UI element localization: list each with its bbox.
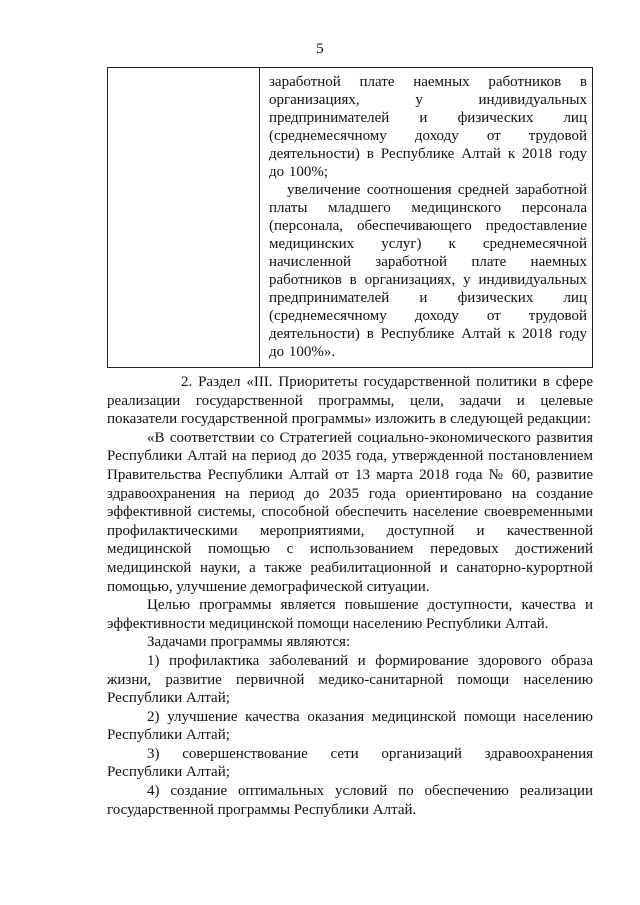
task-item: 2) улучшение качества оказания медицинской помощи населению Республики Алтай; bbox=[107, 708, 593, 744]
table-cell-paragraph: увеличение соотношения средней заработной платы младшего медицинского персонала (персонала, обеспечивающего предоставление медицинских услуг) к среднемесячной начисленной заработной плате наемных работников в организациях, у индивидуальных предпринимателей и физических лиц (среднемесячному доходу от трудовой деятельности) в Республике Алтай к 2018 году до 100%». bbox=[269, 182, 587, 360]
task-item: 3) совершенствование сети организаций здравоохранения Республики Алтай; bbox=[107, 745, 593, 781]
table-cell-left bbox=[108, 68, 260, 368]
table-cell-right bbox=[260, 68, 593, 368]
tasks-heading: Задачами программы являются: bbox=[147, 634, 351, 651]
continued-table bbox=[107, 67, 593, 368]
task-item: 1) профилактика заболеваний и формирование здорового образа жизни, развитие первичной медико-санитарной помощи населению Республики Алтай; bbox=[107, 652, 593, 707]
section-amendment-paragraph: 2. Раздел «III. Приоритеты государственной политики в сфере реализации государственной программы, цели, задачи и целевые показатели государственной программы» изложить в следующей редакции: bbox=[107, 374, 593, 428]
strategy-paragraph: «В соответствии со Стратегией социально-экономического развития Республики Алтай на период до 2035 года, утвержденной постановлением Правительства Республики Алтай от 13 марта 2018 года № 60, развитие здравоохранения на период до 2035 года ориентировано на создание эффективной системы, способной обеспечить население своевременными профилактическими мероприятиями, доступной и качественной медицинской помощью с использованием передовых достижений медицинской науки, а также реабилитационной и санаторно-курортной помощью, улучшение демографической ситуации. bbox=[107, 429, 593, 595]
task-item: 4) создание оптимальных условий по обеспечению реализации государственной программы Республики Алтай. bbox=[107, 783, 593, 818]
program-goal-paragraph: Целью программы является повышение доступности, качества и эффективности медицинской помощи населению Республики Алтай. bbox=[107, 597, 593, 632]
page-number: 5 bbox=[316, 41, 324, 57]
table-row bbox=[108, 68, 593, 368]
table-cell-paragraph: заработной плате наемных работников в организациях, у индивидуальных предпринимателей и физических лиц (среднемесячному доходу от трудовой деятельности) в Республике Алтай к 2018 году до 100%; bbox=[269, 74, 587, 180]
document-body bbox=[107, 373, 593, 819]
